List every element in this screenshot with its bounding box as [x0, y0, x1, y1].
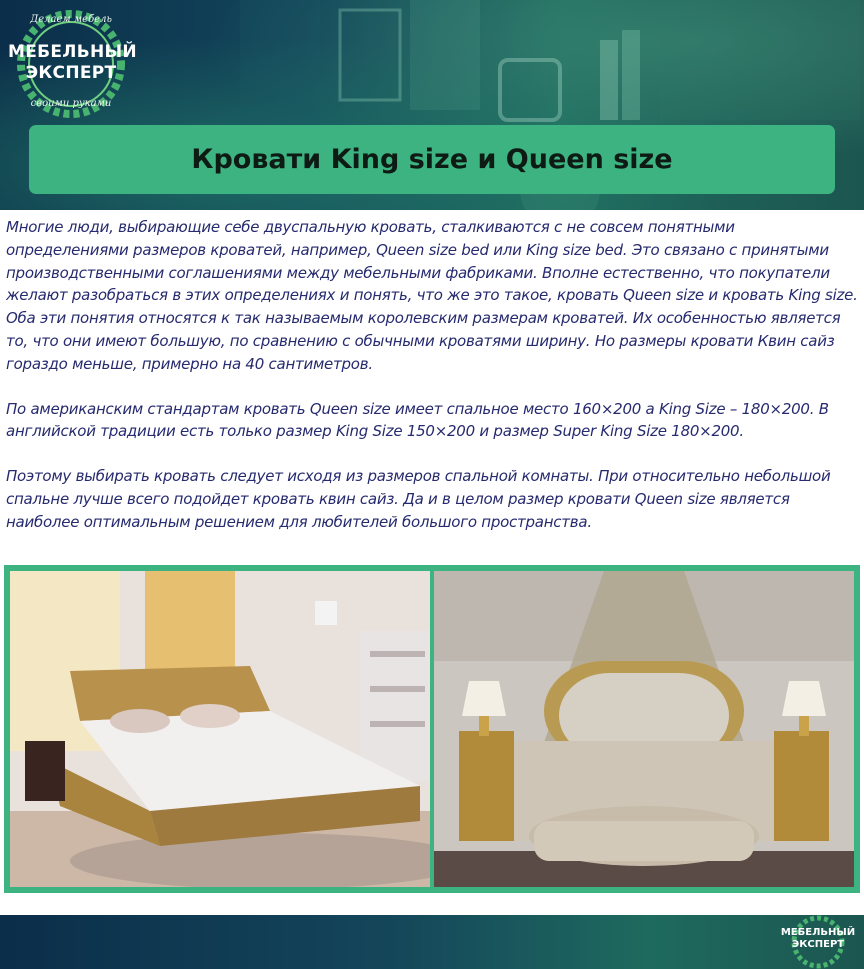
logo-line-1: МЕБЕЛЬНЫЙ [8, 42, 137, 62]
title-bar [29, 125, 835, 194]
brand-logo[interactable] [8, 8, 137, 120]
logo-top-text: Делаем мебель [30, 14, 112, 25]
paragraph-3: Поэтому выбирать кровать следует исходя из размеров спальной комнаты. При относительно небольшой спальне лучше всего подойдет кровать квин сайз. Да и в целом размер кровати Queen size является наиболее оптимальным решением для любителей большого пространства. [6, 467, 831, 531]
footer-banner [0, 915, 864, 969]
classic-canopy-bed-photo [434, 571, 854, 887]
footer-logo-line-1: МЕБЕЛЬНЫЙ [780, 927, 856, 938]
paragraph-2: По американским стандартам кровать Queen size имеет спальное место 160×200 а King Size – 180×200. В английской традиции есть только размер King Size 150×200 и размер Super King Size 180×200. [6, 399, 829, 441]
image-gallery [4, 565, 860, 893]
article-body [6, 216, 858, 556]
footer-brand-logo[interactable] [778, 915, 858, 969]
logo-bottom-text: своими руками [30, 98, 112, 109]
page-title: Кровати King size и Queen size [191, 144, 673, 175]
footer-logo-line-2: ЭКСПЕРТ [791, 939, 845, 950]
paragraph-1: Многие люди, выбирающие себе двуспальную кровать, сталкиваются с не совсем понятными определениями размеров кроватей, например, Queen size bed или King size bed. Это связано с принятыми производственными соглашениями между мебельными фабриками. Вполне естественно, что покупатели желают разобраться в этих определениях и понять, что же это такое, кровать Queen size и кровать King size. Оба эти понятия относятся к так называемым королевским размерам кроватей. Их особенностью является то, что они имеют большую, по сравнению с обычными кроватями ширину. Но размеры кровати Квин сайз гораздо меньше, примерно на 40 сантиметров. [6, 218, 858, 373]
header-banner [0, 0, 864, 210]
modern-leather-bed-photo [10, 571, 430, 887]
logo-line-2: ЭКСПЕРТ [25, 63, 117, 83]
